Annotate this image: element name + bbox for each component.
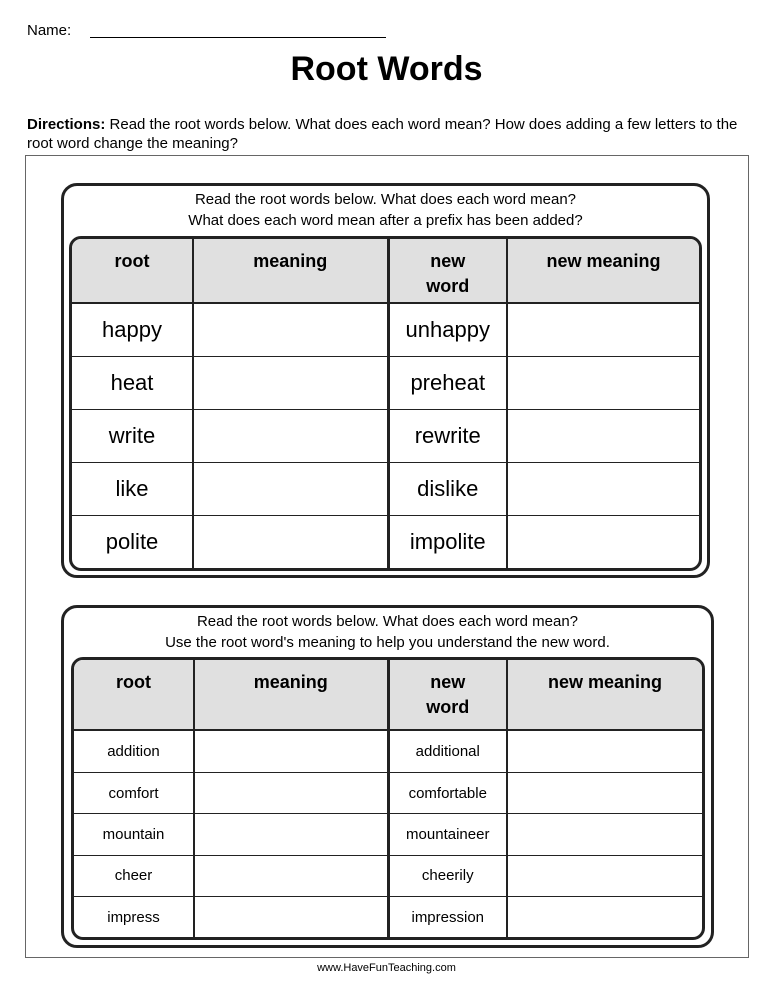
root-word-cell: write xyxy=(72,410,193,463)
section-1-instruction-line-2: What does each word mean after a prefix has been added? xyxy=(188,212,583,229)
meaning-answer-cell[interactable] xyxy=(194,730,388,772)
new-word-cell: rewrite xyxy=(388,410,507,463)
new-word-header-text: new word xyxy=(426,672,470,717)
section-2-instructions xyxy=(64,611,711,653)
column-header-new-meaning: new meaning xyxy=(507,239,699,303)
section-2-panel xyxy=(61,605,714,948)
root-word-cell: mountain xyxy=(74,814,194,855)
footer-website: www.HaveFunTeaching.com xyxy=(317,962,456,974)
new-word-cell: comfortable xyxy=(388,772,507,813)
new-meaning-answer-cell[interactable] xyxy=(507,303,699,357)
meaning-answer-cell[interactable] xyxy=(194,897,388,937)
new-meaning-answer-cell[interactable] xyxy=(507,772,702,813)
table-row xyxy=(74,897,702,937)
meaning-answer-cell[interactable] xyxy=(194,772,388,813)
root-word-cell: heat xyxy=(72,357,193,410)
new-word-cell: unhappy xyxy=(388,303,507,357)
table-row xyxy=(74,730,702,772)
table-row xyxy=(72,410,699,463)
new-word-cell: additional xyxy=(388,730,507,772)
table-row xyxy=(74,855,702,896)
directions-text: Read the root words below. What does each word mean? How does adding a few letters to the root word change the meaning? xyxy=(27,116,738,152)
table-row xyxy=(74,772,702,813)
meaning-answer-cell[interactable] xyxy=(193,516,388,568)
column-header-meaning: meaning xyxy=(193,239,388,303)
page-title: Root Words xyxy=(290,50,483,88)
new-meaning-answer-cell[interactable] xyxy=(507,730,702,772)
new-meaning-answer-cell[interactable] xyxy=(507,855,702,896)
root-word-cell: happy xyxy=(72,303,193,357)
new-meaning-answer-cell[interactable] xyxy=(507,463,699,516)
column-header-new-word xyxy=(388,239,507,303)
table-row xyxy=(72,357,699,410)
new-meaning-answer-cell[interactable] xyxy=(507,410,699,463)
new-word-cell: impression xyxy=(388,897,507,937)
directions xyxy=(27,115,752,153)
section-2-table xyxy=(71,657,705,940)
column-header-new-word xyxy=(388,660,507,730)
new-word-cell: impolite xyxy=(388,516,507,568)
column-header-root: root xyxy=(72,239,193,303)
meaning-answer-cell[interactable] xyxy=(193,463,388,516)
table-header-row xyxy=(72,239,699,303)
section-1-instruction-line-1: Read the root words below. What does each word mean? xyxy=(194,191,577,208)
new-word-cell: mountaineer xyxy=(388,814,507,855)
column-header-new-meaning: new meaning xyxy=(507,660,702,730)
meaning-answer-cell[interactable] xyxy=(194,814,388,855)
section-1-panel xyxy=(61,183,710,578)
new-word-header-text: new word xyxy=(426,251,470,296)
table-row xyxy=(72,463,699,516)
root-word-cell: impress xyxy=(74,897,194,937)
new-meaning-answer-cell[interactable] xyxy=(507,897,702,937)
section-1-instructions xyxy=(64,189,707,231)
directions-label: Directions: xyxy=(27,116,106,133)
meaning-answer-cell[interactable] xyxy=(193,303,388,357)
root-word-cell: addition xyxy=(74,730,194,772)
section-2-instruction-line-1: Read the root words below. What does each word mean? xyxy=(196,613,579,630)
table-header-row xyxy=(74,660,702,730)
new-meaning-answer-cell[interactable] xyxy=(507,814,702,855)
root-word-cell: comfort xyxy=(74,772,194,813)
column-header-root: root xyxy=(74,660,194,730)
new-word-cell: dislike xyxy=(388,463,507,516)
table-row xyxy=(72,303,699,357)
new-meaning-answer-cell[interactable] xyxy=(507,357,699,410)
root-word-cell: polite xyxy=(72,516,193,568)
section-1-table xyxy=(69,236,702,571)
column-header-meaning: meaning xyxy=(194,660,388,730)
meaning-answer-cell[interactable] xyxy=(193,410,388,463)
name-label: Name: xyxy=(27,22,72,39)
section-2-instruction-line-2: Use the root word's meaning to help you understand the new word. xyxy=(165,634,610,651)
name-field[interactable] xyxy=(90,37,386,38)
meaning-answer-cell[interactable] xyxy=(194,855,388,896)
table-row xyxy=(74,814,702,855)
root-word-cell: cheer xyxy=(74,855,194,896)
new-word-cell: cheerily xyxy=(388,855,507,896)
table-row xyxy=(72,516,699,568)
root-word-cell: like xyxy=(72,463,193,516)
new-word-cell: preheat xyxy=(388,357,507,410)
meaning-answer-cell[interactable] xyxy=(193,357,388,410)
new-meaning-answer-cell[interactable] xyxy=(507,516,699,568)
